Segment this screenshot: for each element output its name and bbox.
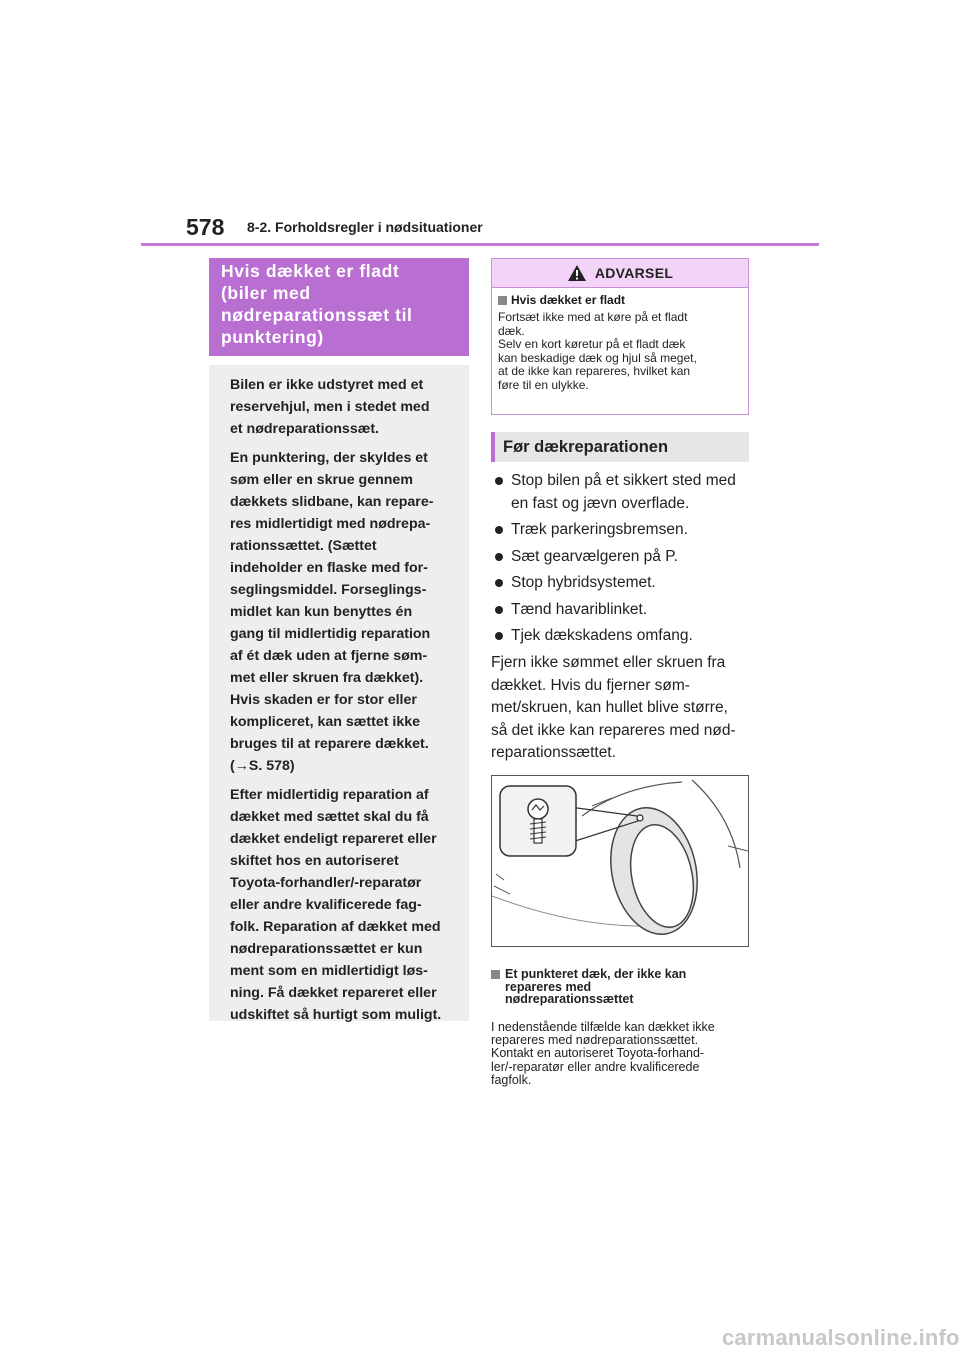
left-paragraph-3: Efter midlertidig reparation af dækket med sættet skal du få dækket endeligt repareret eller skiftet hos en autoriseret Toyota-forhandler/-reparatør eller andre kvalificerede fag- folk. Reparation af dækket med nødreparationssættet er kun ment som en midlertidigt løs- ning. Få dækket repareret eller udskiftet så hurtigt som muligt.: [230, 787, 442, 1023]
left-paragraph-1: Bilen er ikke udstyret med et reservehjul, men i stedet med et nødreparationssæt.: [230, 377, 430, 437]
warning-triangle-icon: [567, 264, 587, 282]
warning-text: Fortsæt ikke med at køre på et fladt dæk. Selv en kort køretur på et fladt dæk kan beskadige dæk og hjul så meget, at de ikke kan repareres, hvilket kan føre til en ulykke.: [498, 310, 697, 392]
warning-header: [492, 259, 748, 288]
note-heading: Et punkteret dæk, der ikke kan repareres med nødreparationssættet: [491, 968, 686, 1006]
bullet-dot-icon: [495, 526, 503, 534]
watermark: carmanualsonline.info: [722, 1325, 960, 1350]
bullet-dot-icon: [495, 553, 503, 561]
left-title-line: nødreparationssæt til: [221, 305, 413, 325]
section-heading: Før dækreparationen: [491, 432, 749, 462]
left-title-line: Hvis dækket er fladt: [221, 261, 400, 281]
bullet-dot-icon: [495, 632, 503, 640]
list-item: Sæt gearvælgeren på P.: [493, 546, 763, 569]
tire-illustration: [491, 775, 749, 947]
list-item: Tænd havariblinket.: [493, 599, 763, 622]
section-title: 8-2. Forholdsregler i nødsituationer: [247, 219, 483, 235]
warning-box: [491, 258, 749, 415]
list-item: Stop hybridsystemet.: [493, 572, 763, 595]
left-paragraph-2: En punktering, der skyldes et søm eller en skrue gennem dækkets slidbane, kan repare- res midlertidigt med nødrepa- rationssættet. (Sættet indeholder en flaske med for- seglingsmiddel. Forseglings- midlet kan kun benyttes én gang til midlertidig reparation af ét dæk uden at fjerne søm- met eller skruen fra dækket). Hvis skaden er for stor eller kompliceret, kan sættet ikke bruges til at reparere dækket. (→S. 578): [230, 450, 434, 774]
tire-screw-illustration: [492, 776, 748, 946]
left-title-line: punktering): [221, 327, 324, 347]
left-title-box: [209, 258, 469, 356]
instruction-paragraph: Fjern ikke sømmet eller skruen fra dækket. Hvis du fjerner søm- met/skruen, kan hullet blive større, så det ikke kan repareres med nød- reparationssættet.: [491, 654, 736, 761]
list-item: Træk parkeringsbremsen.: [493, 519, 763, 542]
list-item: Stop bilen på et sikkert sted med en fast og jævn overflade.: [493, 470, 763, 515]
bullet-dot-icon: [495, 477, 503, 485]
square-bullet-icon: [491, 970, 500, 979]
warning-subheading: Hvis dækket er fladt: [498, 293, 748, 307]
page-number: 578: [186, 214, 225, 240]
square-bullet-icon: [498, 296, 507, 305]
left-title-line: (biler med: [221, 283, 311, 303]
list-item: Tjek dækskadens omfang.: [493, 625, 763, 648]
bullet-list: [493, 470, 763, 652]
header-divider: [141, 243, 819, 246]
warning-label: ADVARSEL: [594, 265, 674, 281]
left-info-panel: [209, 365, 469, 1021]
bullet-dot-icon: [495, 606, 503, 614]
note-text: I nedenstående tilfælde kan dækket ikke repareres med nødreparationssættet. Kontakt en autoriseret Toyota-forhand- ler/-reparatør eller andre kvalificerede fagfolk.: [491, 1020, 715, 1087]
page-reference-link[interactable]: (→S. 578): [230, 758, 295, 774]
bullet-dot-icon: [495, 579, 503, 587]
